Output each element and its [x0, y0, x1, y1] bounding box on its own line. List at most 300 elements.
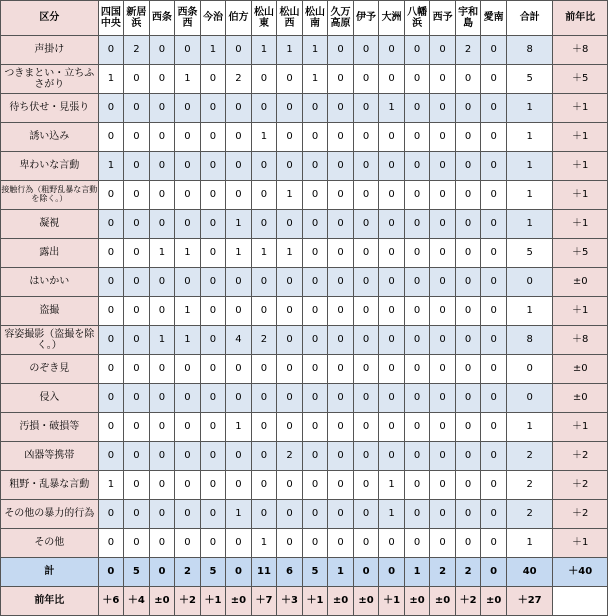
count-cell: 0 [481, 123, 507, 152]
count-cell: 0 [200, 268, 226, 297]
count-cell: 0 [328, 500, 354, 529]
count-cell: 0 [175, 355, 201, 384]
count-cell: 0 [404, 471, 430, 500]
row-label: 盗撮 [1, 297, 99, 326]
count-cell: 0 [277, 384, 303, 413]
row-label: 凶器等携帯 [1, 442, 99, 471]
count-cell: 0 [98, 123, 124, 152]
count-cell: 0 [455, 529, 481, 558]
row-prev-year: ＋1 [553, 152, 608, 181]
count-cell: 0 [404, 65, 430, 94]
count-cell: 0 [98, 413, 124, 442]
count-cell: 0 [404, 181, 430, 210]
count-cell: 0 [455, 94, 481, 123]
count-cell: 0 [404, 152, 430, 181]
count-cell: 0 [455, 326, 481, 355]
count-cell: 0 [404, 36, 430, 65]
count-cell: 0 [200, 210, 226, 239]
station-header: 伯方 [226, 1, 252, 36]
count-cell: 0 [379, 413, 405, 442]
row-prev-year: ＋1 [553, 181, 608, 210]
row-total: 0 [506, 268, 553, 297]
count-cell: 0 [200, 355, 226, 384]
count-cell: 0 [455, 413, 481, 442]
count-cell: 0 [455, 384, 481, 413]
table-row [1, 471, 608, 500]
count-cell: 0 [328, 355, 354, 384]
count-cell: 0 [455, 65, 481, 94]
count-cell: 1 [251, 529, 277, 558]
row-prev-year: ＋8 [553, 326, 608, 355]
station-header: 久万高原 [328, 1, 354, 36]
row-label: 待ち伏せ・見張り [1, 94, 99, 123]
count-cell: 0 [379, 326, 405, 355]
count-cell: 0 [379, 210, 405, 239]
header-row [1, 1, 608, 36]
count-cell: 0 [430, 442, 456, 471]
count-cell: 0 [353, 297, 379, 326]
count-cell: 0 [328, 239, 354, 268]
count-cell: 0 [251, 65, 277, 94]
table-row [1, 384, 608, 413]
count-cell: 0 [404, 239, 430, 268]
sum-cell: 2 [455, 558, 481, 587]
count-cell: 0 [277, 297, 303, 326]
table-row [1, 123, 608, 152]
row-prev-year: ＋1 [553, 210, 608, 239]
table-row [1, 413, 608, 442]
row-label: 露出 [1, 239, 99, 268]
count-cell: 0 [302, 152, 328, 181]
count-cell: 1 [175, 297, 201, 326]
count-cell: 0 [302, 413, 328, 442]
yoy-label: 前年比 [1, 587, 99, 616]
count-cell: 0 [379, 384, 405, 413]
count-cell: 0 [481, 500, 507, 529]
row-total: 2 [506, 500, 553, 529]
count-cell: 0 [149, 268, 175, 297]
row-prev-year: ＋1 [553, 94, 608, 123]
count-cell: 0 [455, 297, 481, 326]
table-row [1, 355, 608, 384]
count-cell: 0 [302, 181, 328, 210]
row-total: 1 [506, 123, 553, 152]
count-cell: 2 [455, 36, 481, 65]
sum-cell: 2 [175, 558, 201, 587]
count-cell: 1 [251, 123, 277, 152]
row-prev-year: ＋8 [553, 36, 608, 65]
count-cell: 0 [124, 94, 150, 123]
count-cell: 0 [430, 413, 456, 442]
count-cell: 0 [226, 123, 252, 152]
count-cell: 0 [226, 471, 252, 500]
sum-total: 40 [506, 558, 553, 587]
count-cell: 0 [98, 529, 124, 558]
count-cell: 0 [251, 94, 277, 123]
count-cell: 0 [481, 36, 507, 65]
count-cell: 0 [302, 326, 328, 355]
table-row [1, 500, 608, 529]
count-cell: 0 [302, 384, 328, 413]
count-cell: 1 [175, 65, 201, 94]
row-label: 侵入 [1, 384, 99, 413]
row-prev-year: ＋2 [553, 442, 608, 471]
count-cell: 0 [328, 413, 354, 442]
count-cell: 0 [379, 355, 405, 384]
count-cell: 0 [98, 384, 124, 413]
yoy-cell: ＋6 [98, 587, 124, 616]
sum-cell: 0 [379, 558, 405, 587]
count-cell: 0 [430, 239, 456, 268]
table-row [1, 65, 608, 94]
count-cell: 0 [226, 442, 252, 471]
count-cell: 2 [124, 36, 150, 65]
count-cell: 0 [200, 442, 226, 471]
count-cell: 0 [404, 500, 430, 529]
count-cell: 0 [98, 355, 124, 384]
row-total: 1 [506, 152, 553, 181]
count-cell: 0 [430, 94, 456, 123]
count-cell: 0 [277, 355, 303, 384]
count-cell: 0 [175, 123, 201, 152]
row-label: つきまとい・立ちふさがり [1, 65, 99, 94]
sum-prev-year: ＋40 [553, 558, 608, 587]
count-cell: 0 [328, 268, 354, 297]
count-cell: 0 [430, 500, 456, 529]
count-cell: 0 [175, 152, 201, 181]
count-cell: 0 [175, 181, 201, 210]
count-cell: 0 [124, 210, 150, 239]
row-total: 8 [506, 36, 553, 65]
row-label: 誘い込み [1, 123, 99, 152]
count-cell: 0 [124, 384, 150, 413]
count-cell: 0 [251, 384, 277, 413]
station-header: 松山西 [277, 1, 303, 36]
count-cell: 0 [149, 471, 175, 500]
count-cell: 0 [277, 500, 303, 529]
table-row [1, 36, 608, 65]
count-cell: 0 [328, 529, 354, 558]
count-cell: 0 [226, 36, 252, 65]
count-cell: 0 [149, 181, 175, 210]
count-cell: 0 [481, 65, 507, 94]
count-cell: 0 [277, 529, 303, 558]
station-header: 八幡浜 [404, 1, 430, 36]
count-cell: 0 [430, 152, 456, 181]
yoy-cell: ±0 [328, 587, 354, 616]
count-cell: 0 [353, 210, 379, 239]
yoy-cell: ＋7 [251, 587, 277, 616]
count-cell: 2 [226, 65, 252, 94]
count-cell: 0 [455, 181, 481, 210]
yoy-cell: ±0 [353, 587, 379, 616]
sum-cell: 5 [124, 558, 150, 587]
count-cell: 0 [430, 529, 456, 558]
count-cell: 0 [251, 181, 277, 210]
count-cell: 0 [149, 297, 175, 326]
count-cell: 0 [149, 413, 175, 442]
count-cell: 0 [353, 181, 379, 210]
table-row [1, 239, 608, 268]
count-cell: 1 [98, 152, 124, 181]
count-cell: 0 [379, 181, 405, 210]
count-cell: 0 [226, 355, 252, 384]
row-label: 粗野・乱暴な言動 [1, 471, 99, 500]
count-cell: 0 [124, 239, 150, 268]
yoy-blank-cell [553, 587, 608, 616]
count-cell: 0 [200, 239, 226, 268]
row-prev-year: ＋1 [553, 123, 608, 152]
count-cell: 0 [302, 500, 328, 529]
sum-row [1, 558, 608, 587]
row-total: 5 [506, 65, 553, 94]
yoy-cell: ±0 [226, 587, 252, 616]
count-cell: 0 [175, 94, 201, 123]
count-cell: 0 [353, 355, 379, 384]
count-cell: 0 [124, 471, 150, 500]
category-header: 区分 [1, 1, 99, 36]
count-cell: 4 [226, 326, 252, 355]
count-cell: 1 [149, 326, 175, 355]
count-cell: 0 [98, 297, 124, 326]
count-cell: 0 [455, 239, 481, 268]
yoy-cell: ±0 [481, 587, 507, 616]
sum-cell: 6 [277, 558, 303, 587]
count-cell: 0 [353, 152, 379, 181]
count-cell: 0 [175, 413, 201, 442]
count-cell: 0 [149, 65, 175, 94]
row-total: 1 [506, 529, 553, 558]
count-cell: 0 [353, 471, 379, 500]
row-total: 1 [506, 181, 553, 210]
count-cell: 0 [404, 326, 430, 355]
row-total: 1 [506, 413, 553, 442]
count-cell: 0 [200, 152, 226, 181]
count-cell: 0 [200, 500, 226, 529]
count-cell: 0 [277, 471, 303, 500]
count-cell: 0 [124, 123, 150, 152]
count-cell: 0 [328, 36, 354, 65]
count-cell: 0 [404, 297, 430, 326]
count-cell: 0 [455, 268, 481, 297]
row-prev-year: ＋2 [553, 500, 608, 529]
count-cell: 0 [430, 384, 456, 413]
count-cell: 0 [251, 442, 277, 471]
count-cell: 1 [98, 65, 124, 94]
row-total: 1 [506, 94, 553, 123]
yoy-cell: ＋1 [200, 587, 226, 616]
count-cell: 0 [200, 529, 226, 558]
count-cell: 0 [98, 442, 124, 471]
station-header: 松山南 [302, 1, 328, 36]
count-cell: 0 [353, 94, 379, 123]
count-cell: 0 [328, 65, 354, 94]
row-label: 容姿撮影（盗撮を除く。） [1, 326, 99, 355]
count-cell: 0 [302, 297, 328, 326]
row-prev-year: ±0 [553, 384, 608, 413]
yoy-cell: ＋1 [379, 587, 405, 616]
count-cell: 0 [200, 326, 226, 355]
count-cell: 0 [404, 123, 430, 152]
count-cell: 0 [455, 355, 481, 384]
count-cell: 0 [200, 123, 226, 152]
sum-cell: 0 [226, 558, 252, 587]
count-cell: 0 [251, 471, 277, 500]
count-cell: 0 [404, 384, 430, 413]
count-cell: 1 [149, 239, 175, 268]
count-cell: 0 [175, 471, 201, 500]
station-header: 四国中央 [98, 1, 124, 36]
row-label: 凝視 [1, 210, 99, 239]
yoy-row [1, 587, 608, 616]
count-cell: 0 [124, 413, 150, 442]
count-cell: 0 [328, 442, 354, 471]
count-cell: 0 [353, 529, 379, 558]
count-cell: 0 [353, 413, 379, 442]
count-cell: 0 [149, 529, 175, 558]
row-total: 2 [506, 471, 553, 500]
count-cell: 0 [455, 442, 481, 471]
count-cell: 0 [379, 442, 405, 471]
count-cell: 0 [277, 210, 303, 239]
count-cell: 0 [251, 210, 277, 239]
count-cell: 0 [251, 268, 277, 297]
count-cell: 0 [124, 65, 150, 94]
count-cell: 2 [251, 326, 277, 355]
count-cell: 0 [379, 65, 405, 94]
count-cell: 0 [481, 94, 507, 123]
count-cell: 0 [124, 355, 150, 384]
sum-cell: 5 [200, 558, 226, 587]
row-prev-year: ＋5 [553, 65, 608, 94]
count-cell: 0 [328, 210, 354, 239]
count-cell: 0 [328, 471, 354, 500]
count-cell: 0 [149, 355, 175, 384]
count-cell: 0 [430, 181, 456, 210]
count-cell: 1 [175, 326, 201, 355]
table-row [1, 442, 608, 471]
count-cell: 0 [481, 326, 507, 355]
count-cell: 0 [124, 181, 150, 210]
count-cell: 0 [200, 297, 226, 326]
row-label: はいかい [1, 268, 99, 297]
count-cell: 0 [175, 529, 201, 558]
count-cell: 0 [328, 152, 354, 181]
count-cell: 0 [200, 471, 226, 500]
row-total: 1 [506, 297, 553, 326]
count-cell: 0 [481, 471, 507, 500]
count-cell: 0 [430, 471, 456, 500]
count-cell: 1 [226, 500, 252, 529]
count-cell: 0 [481, 442, 507, 471]
sum-cell: 0 [149, 558, 175, 587]
sum-cell: 2 [430, 558, 456, 587]
count-cell: 0 [379, 268, 405, 297]
count-cell: 0 [353, 326, 379, 355]
count-cell: 0 [226, 297, 252, 326]
count-cell: 0 [302, 94, 328, 123]
count-cell: 0 [430, 326, 456, 355]
count-cell: 0 [302, 355, 328, 384]
row-prev-year: ±0 [553, 355, 608, 384]
row-prev-year: ＋5 [553, 239, 608, 268]
count-cell: 0 [404, 413, 430, 442]
count-cell: 0 [98, 239, 124, 268]
count-cell: 0 [455, 471, 481, 500]
sum-cell: 1 [328, 558, 354, 587]
count-cell: 0 [481, 181, 507, 210]
total-header: 合計 [506, 1, 553, 36]
count-cell: 0 [404, 529, 430, 558]
count-cell: 1 [175, 239, 201, 268]
count-cell: 0 [149, 123, 175, 152]
sum-cell: 0 [481, 558, 507, 587]
count-cell: 0 [149, 442, 175, 471]
station-header: 西予 [430, 1, 456, 36]
table-row [1, 529, 608, 558]
count-cell: 0 [302, 529, 328, 558]
count-cell: 2 [277, 442, 303, 471]
count-cell: 0 [481, 152, 507, 181]
station-header: 愛南 [481, 1, 507, 36]
table-row [1, 326, 608, 355]
count-cell: 0 [98, 500, 124, 529]
count-cell: 0 [124, 442, 150, 471]
row-prev-year: ＋2 [553, 471, 608, 500]
count-cell: 1 [302, 65, 328, 94]
count-cell: 0 [277, 413, 303, 442]
count-cell: 1 [226, 413, 252, 442]
count-cell: 0 [175, 442, 201, 471]
count-cell: 0 [98, 94, 124, 123]
count-cell: 0 [379, 36, 405, 65]
station-header: 西条 [149, 1, 175, 36]
count-cell: 0 [175, 36, 201, 65]
count-cell: 0 [124, 297, 150, 326]
count-cell: 0 [328, 123, 354, 152]
count-cell: 0 [124, 326, 150, 355]
count-cell: 0 [328, 326, 354, 355]
sum-label: 計 [1, 558, 99, 587]
count-cell: 0 [149, 152, 175, 181]
count-cell: 0 [430, 268, 456, 297]
count-cell: 0 [124, 268, 150, 297]
count-cell: 0 [226, 94, 252, 123]
count-cell: 0 [149, 36, 175, 65]
count-cell: 0 [277, 268, 303, 297]
count-cell: 0 [200, 94, 226, 123]
count-cell: 1 [277, 181, 303, 210]
count-cell: 0 [251, 152, 277, 181]
table-row [1, 181, 608, 210]
count-cell: 0 [430, 65, 456, 94]
station-header: 今治 [200, 1, 226, 36]
count-cell: 0 [302, 210, 328, 239]
count-cell: 0 [328, 384, 354, 413]
row-prev-year: ±0 [553, 268, 608, 297]
count-cell: 0 [353, 384, 379, 413]
count-cell: 0 [277, 123, 303, 152]
table-row [1, 297, 608, 326]
row-label: その他 [1, 529, 99, 558]
count-cell: 1 [200, 36, 226, 65]
sum-cell: 5 [302, 558, 328, 587]
count-cell: 0 [404, 210, 430, 239]
count-cell: 0 [277, 65, 303, 94]
count-cell: 0 [302, 268, 328, 297]
count-cell: 0 [430, 355, 456, 384]
count-cell: 0 [481, 355, 507, 384]
